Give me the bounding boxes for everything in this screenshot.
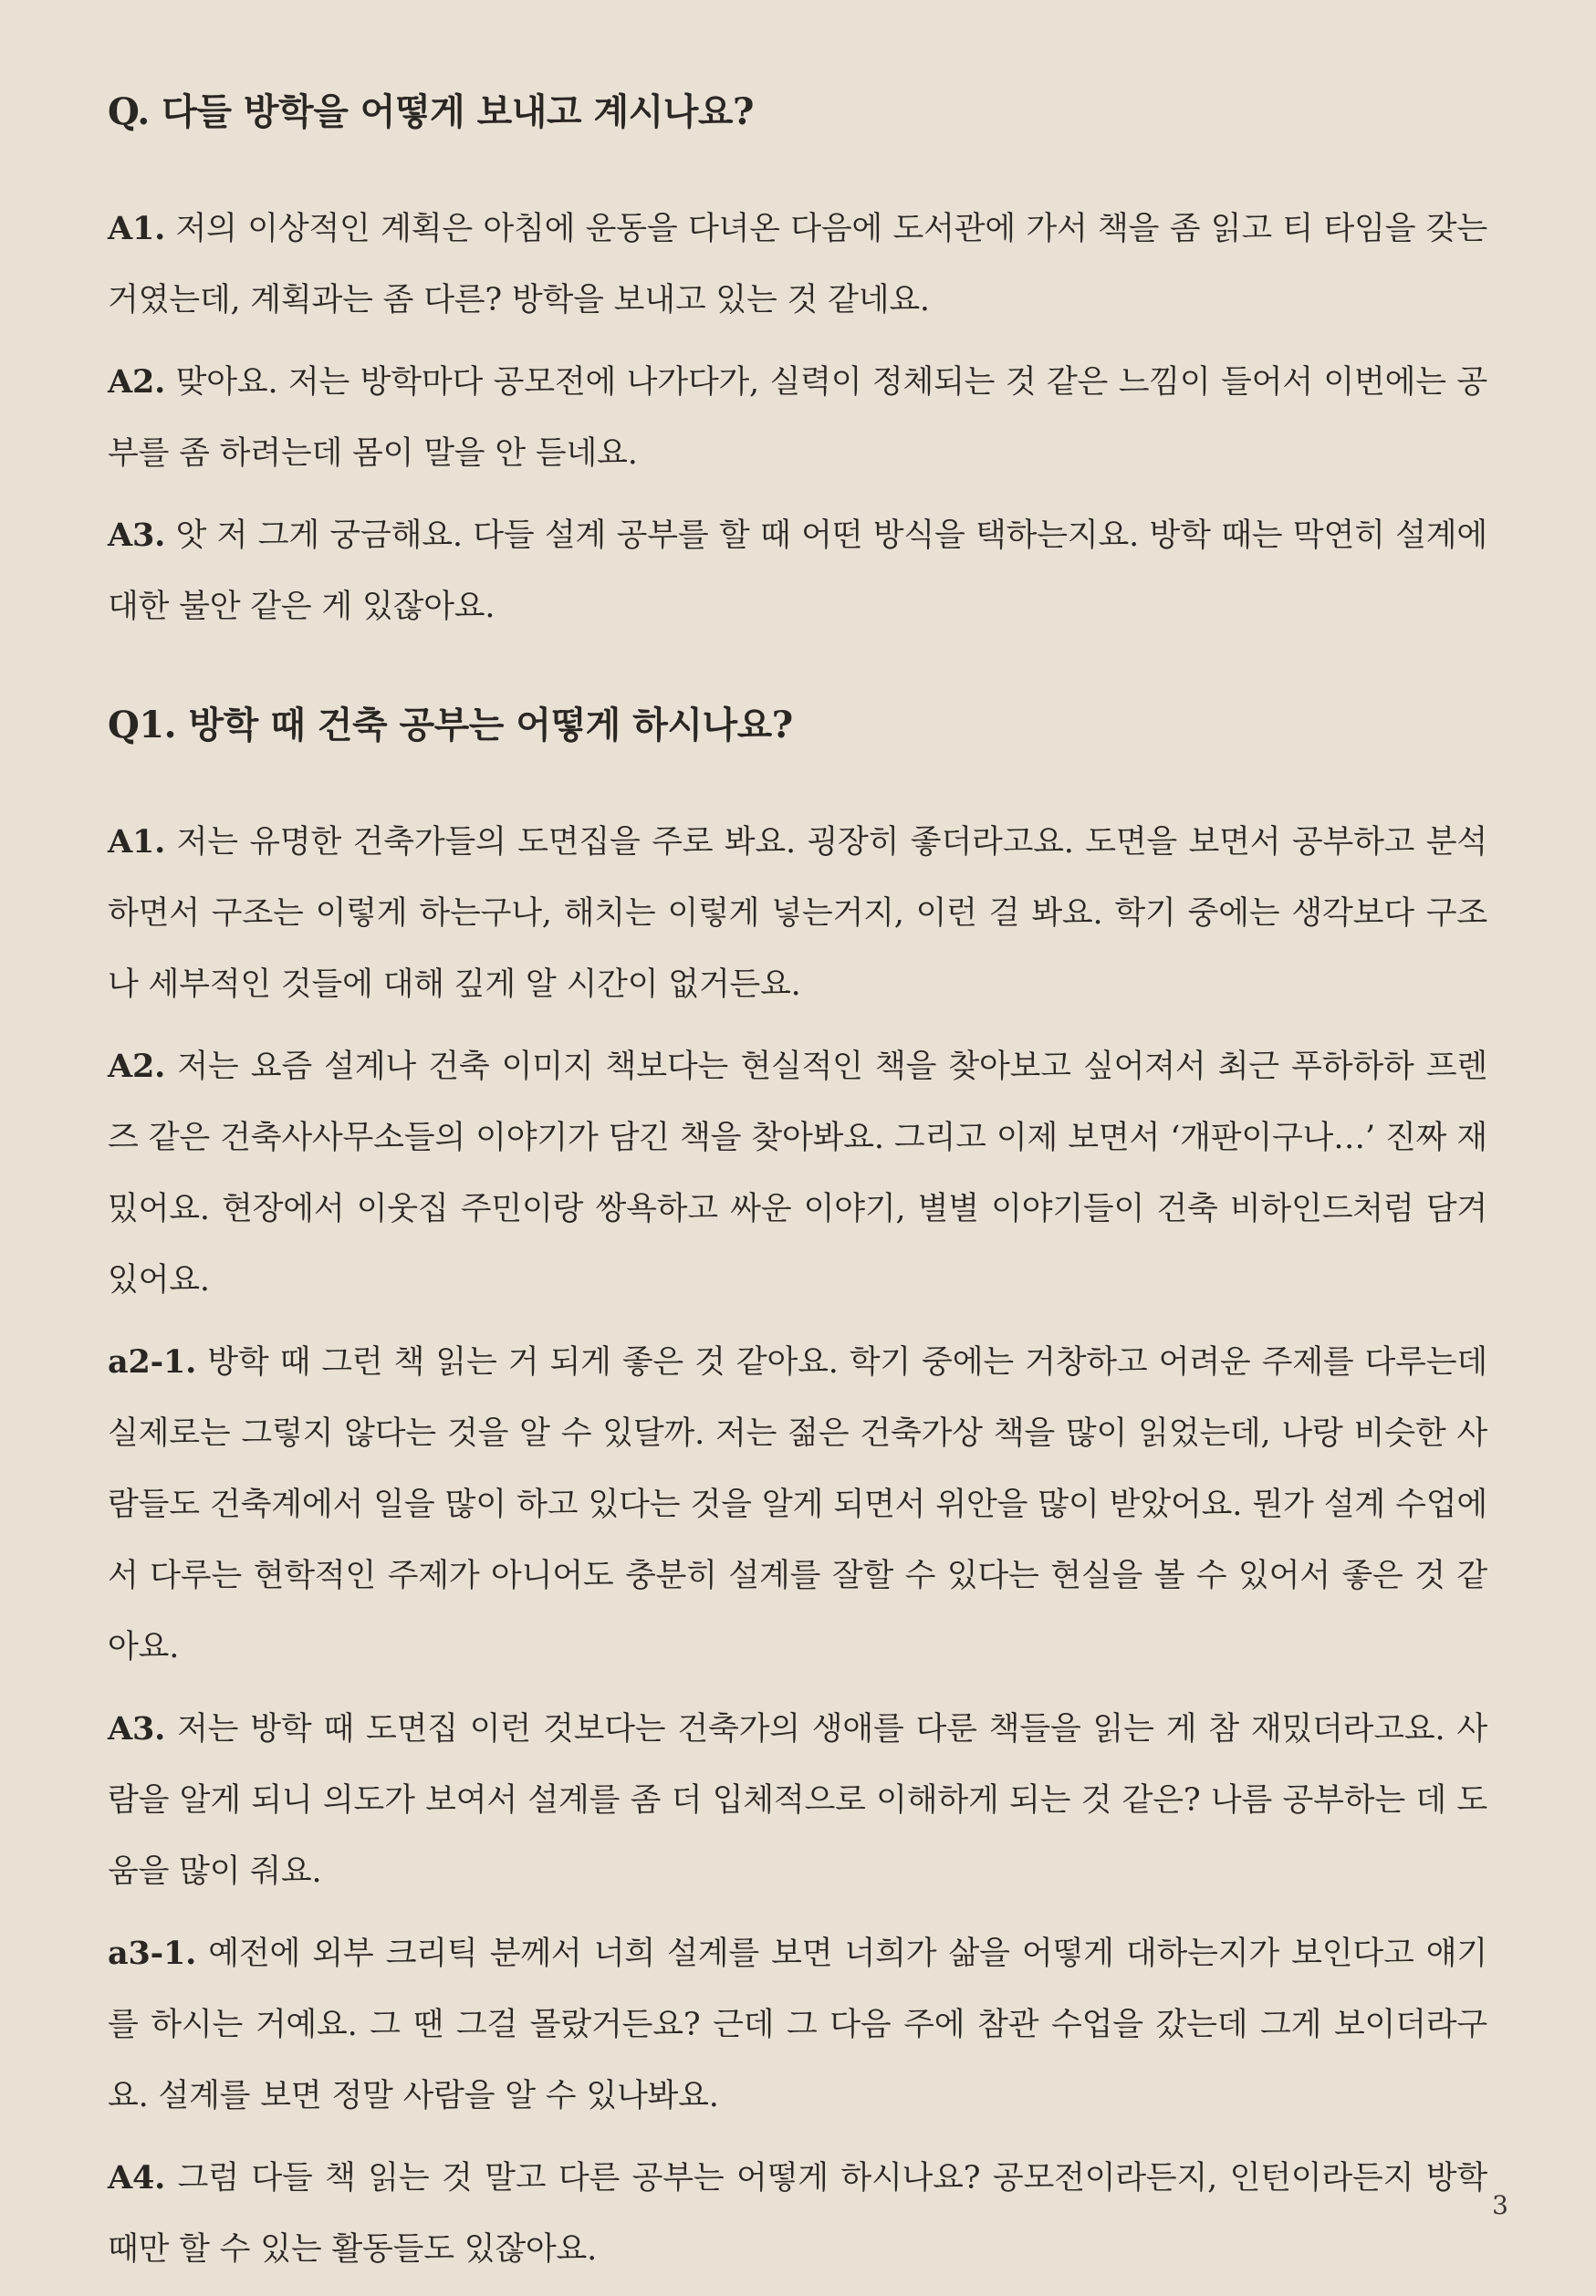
answer-text: 저는 방학 때 도면집 이런 것보다는 건축가의 생애를 다룬 책들을 읽는 게 참 재밌더라고요. 사람을 알게 되니 의도가 보여서 설계를 좀 더 입체적으로 이해하게 되는 것 같은? 나름 공부하는 데 도움을 많이 줘요.	[108, 1711, 1487, 1890]
answer-label: A3.	[108, 517, 166, 554]
question-heading: Q1. 방학 때 건축 공부는 어떻게 하시나요?	[108, 704, 793, 746]
article-page	[108, 80, 1487, 2296]
answer-paragraph	[108, 1327, 1487, 1683]
answer-label: a3-1.	[108, 1935, 197, 1972]
answer-label: A1.	[108, 210, 166, 247]
answer-label: a2-1.	[108, 1343, 197, 1381]
answer-text: 앗 저 그게 궁금해요. 다들 설계 공부를 할 때 어떤 방식을 택하는지요. 방학 때는 막연히 설계에 대한 불안 같은 게 있잖아요.	[108, 517, 1487, 625]
answer-paragraph	[108, 1031, 1487, 1316]
answer-paragraph	[108, 193, 1487, 336]
answer-list	[108, 193, 1487, 642]
answer-paragraph	[108, 1694, 1487, 1907]
answer-text: 저의 이상적인 계획은 아침에 운동을 다녀온 다음에 도서관에 가서 책을 좀 읽고 티 타임을 갖는 거였는데, 계획과는 좀 다른? 방학을 보내고 있는 것 같네요.	[108, 211, 1487, 318]
answer-label: A4.	[108, 2159, 166, 2197]
page-number: 3	[1492, 2190, 1508, 2220]
answer-label: A2.	[108, 363, 166, 401]
answer-label: A2.	[108, 1048, 166, 1085]
answer-text: 예전에 외부 크리틱 분께서 너희 설계를 보면 너희가 삶을 어떻게 대하는지가 보인다고 얘기를 하시는 거예요. 그 땐 그걸 몰랐거든요? 근데 그 다음 주에 참관 수업을 갔는데 그게 보이더라구요. 설계를 보면 정말 사람을 알 수 있나봐요.	[108, 1936, 1487, 2114]
answer-text: 저는 유명한 건축가들의 도면집을 주로 봐요. 굉장히 좋더라고요. 도면을 보면서 공부하고 분석하면서 구조는 이렇게 하는구나, 해치는 이렇게 넣는거지, 이런 걸 봐요. 학기 중에는 생각보다 구조나 세부적인 것들에 대해 깊게 알 시간이 없거든요.	[108, 824, 1487, 1003]
answer-text: 그럼 다들 책 읽는 것 말고 다른 공부는 어떻게 하시나요? 공모전이라든지, 인턴이라든지 방학 때만 할 수 있는 활동들도 있잖아요.	[108, 2160, 1487, 2268]
answer-paragraph	[108, 1918, 1487, 2132]
answer-text: 저는 요즘 설계나 건축 이미지 책보다는 현실적인 책을 찾아보고 싶어져서 최근 푸하하하 프렌즈 같은 건축사사무소들의 이야기가 담긴 책을 찾아봐요. 그리고 이제 보면서 ‘개판이구나…’ 진짜 재밌어요. 현장에서 이웃집 주민이랑 쌍욕하고 싸운 이야기, 별별 이야기들이 건축 비하인드처럼 담겨있어요.	[108, 1049, 1487, 1299]
answer-paragraph	[108, 347, 1487, 489]
question-heading: Q. 다들 방학을 어떻게 보내고 계시나요?	[108, 90, 754, 133]
answer-text: 맞아요. 저는 방학마다 공모전에 나가다가, 실력이 정체되는 것 같은 느낌이 들어서 이번에는 공부를 좀 하려는데 몸이 말을 안 듣네요.	[108, 364, 1487, 472]
answer-text: 방학 때 그런 책 읽는 거 되게 좋은 것 같아요. 학기 중에는 거창하고 어려운 주제를 다루는데 실제로는 그렇지 않다는 것을 알 수 있달까. 저는 젊은 건축가상 책을 많이 읽었는데, 나랑 비슷한 사람들도 건축계에서 일을 많이 하고 있다는 것을 알게 되면서 위안을 많이 받았어요. 뭔가 설계 수업에서 다루는 현학적인 주제가 아니어도 충분히 설계를 잘할 수 있다는 현실을 볼 수 있어서 좋은 것 같아요.	[108, 1344, 1487, 1665]
answer-paragraph	[108, 807, 1487, 1020]
answer-paragraph	[108, 500, 1487, 642]
answer-list	[108, 807, 1487, 2285]
answer-label: A3.	[108, 1710, 166, 1748]
answer-label: A1.	[108, 823, 166, 861]
